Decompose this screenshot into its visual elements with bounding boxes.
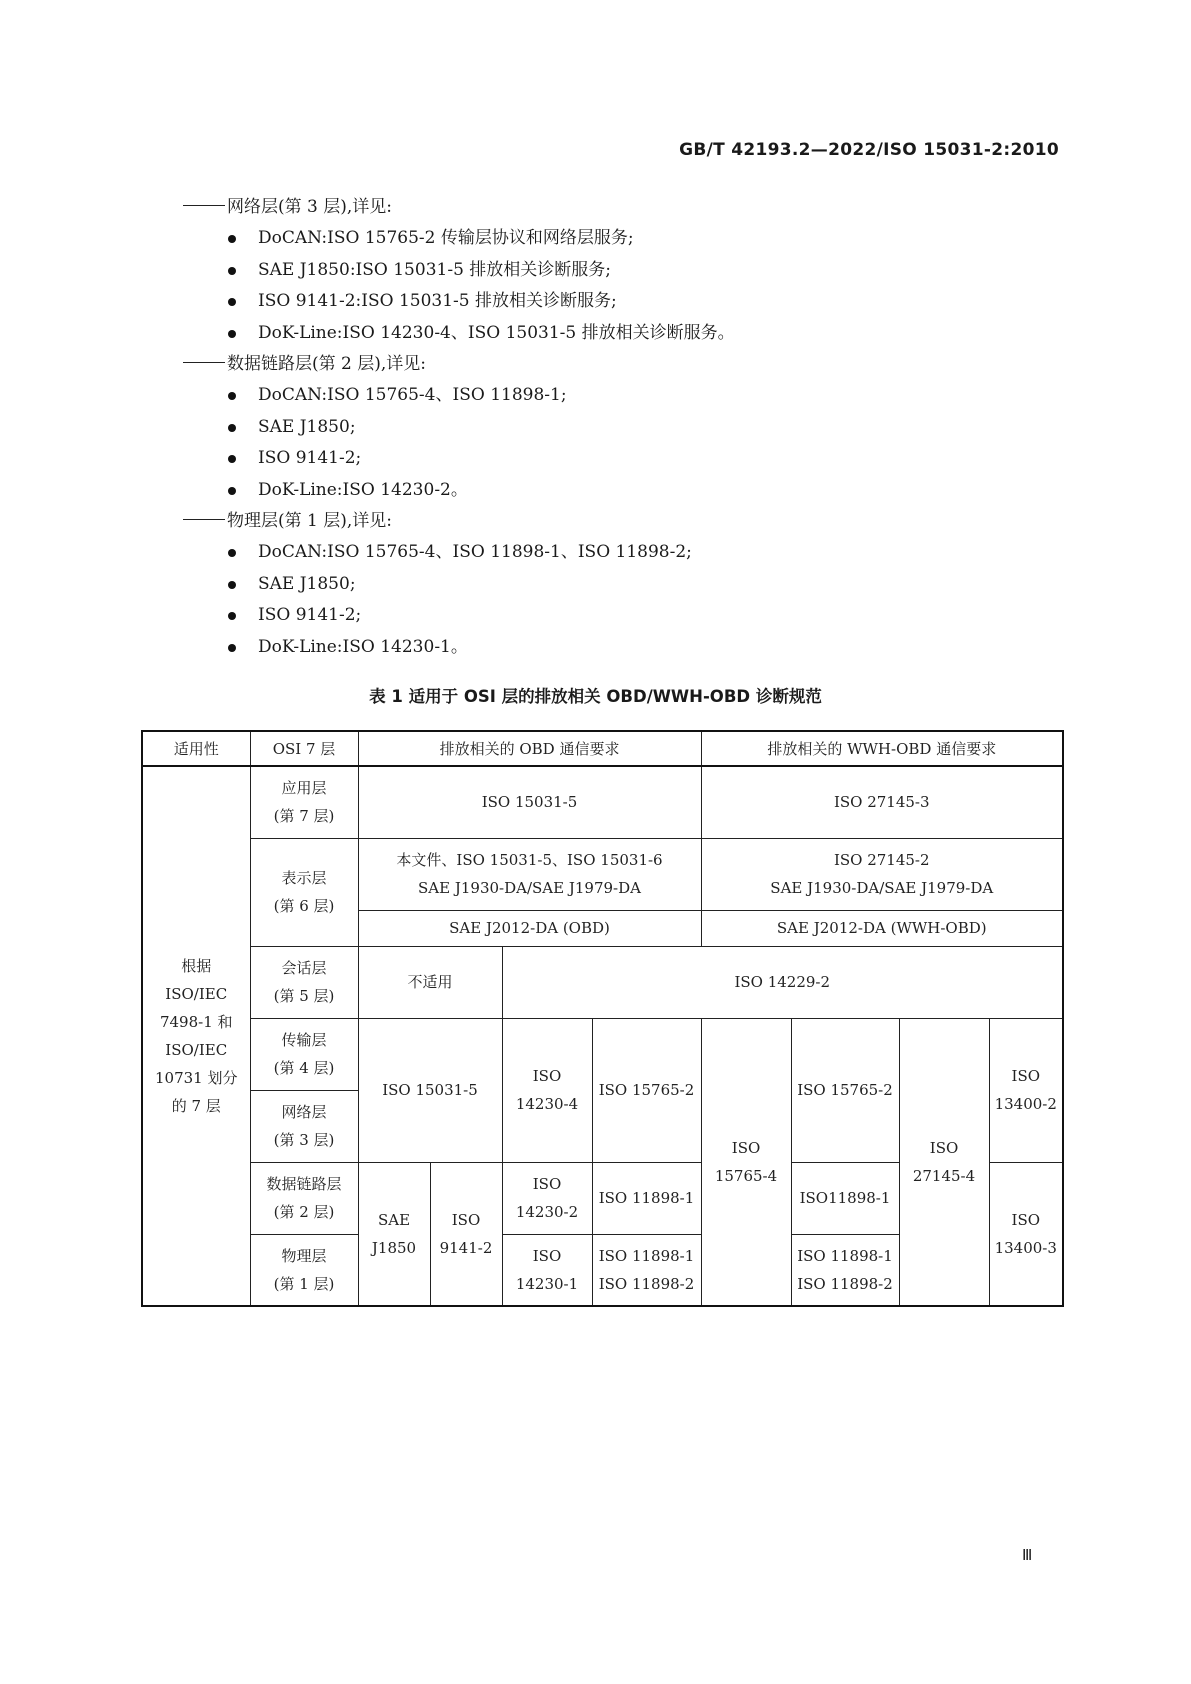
section-network-layer: 网络层(第 3 层),详见: bbox=[183, 192, 1063, 223]
layer-2-cell: 数据链路层 (第 2 层) bbox=[250, 1162, 358, 1234]
l2-11898-wwh-cell: ISO11898-1 bbox=[791, 1162, 899, 1234]
l2-11898-obd-cell: ISO 11898-1 bbox=[592, 1162, 701, 1234]
l43-14230-cell: ISO 14230-4 bbox=[502, 1018, 592, 1162]
table-caption: 表 1 适用于 OSI 层的排放相关 OBD/WWH-OBD 诊断规范 bbox=[369, 687, 822, 706]
bullet-icon bbox=[228, 330, 236, 338]
l1-11898-obd-cell: ISO 11898-1 ISO 11898-2 bbox=[592, 1234, 701, 1306]
header-applicability: 适用性 bbox=[142, 731, 250, 766]
list-item: DoCAN:ISO 15765-4、ISO 11898-1、ISO 11898-2; bbox=[183, 537, 1063, 568]
table-row bbox=[142, 838, 1063, 910]
l6-obd-cell: 本文件、ISO 15031-5、ISO 15031-6 SAE J1930-DA/SAE J1979-DA bbox=[358, 838, 701, 910]
l21-iso9141-cell: ISO 9141-2 bbox=[430, 1162, 502, 1306]
l41-27145-cell: ISO 27145-4 bbox=[899, 1018, 989, 1306]
list-item: DoK-Line:ISO 14230-2。 bbox=[183, 475, 1063, 506]
layer-1-cell: 物理层 (第 1 层) bbox=[250, 1234, 358, 1306]
l41-15765-4-cell: ISO 15765-4 bbox=[701, 1018, 791, 1306]
l43-15031-cell: ISO 15031-5 bbox=[358, 1018, 502, 1162]
dash-mark bbox=[183, 362, 225, 363]
bullet-icon bbox=[228, 267, 236, 275]
l6-wwh-j2012-cell: SAE J2012-DA (WWH-OBD) bbox=[701, 910, 1063, 946]
bullet-icon bbox=[228, 581, 236, 589]
bullet-icon bbox=[228, 487, 236, 495]
section-physical-layer: 物理层(第 1 层),详见: bbox=[183, 506, 1063, 537]
applicability-cell: 根据 ISO/IEC 7498-1 和 ISO/IEC 10731 划分 的 7 层 bbox=[142, 766, 250, 1306]
l7-obd-cell: ISO 15031-5 bbox=[358, 766, 701, 838]
list-item: ISO 9141-2:ISO 15031-5 排放相关诊断服务; bbox=[183, 286, 1063, 317]
l2-14230-cell: ISO 14230-2 bbox=[502, 1162, 592, 1234]
l43-15765-wwh-cell: ISO 15765-2 bbox=[791, 1018, 899, 1162]
bullet-icon bbox=[228, 644, 236, 652]
l6-obd-j2012-cell: SAE J2012-DA (OBD) bbox=[358, 910, 701, 946]
bullet-icon bbox=[228, 424, 236, 432]
list-item: DoK-Line:ISO 14230-4、ISO 15031-5 排放相关诊断服务。 bbox=[183, 318, 1063, 349]
layer-5-cell: 会话层 (第 5 层) bbox=[250, 946, 358, 1018]
l21-sae-j1850-cell: SAE J1850 bbox=[358, 1162, 430, 1306]
list-item: DoCAN:ISO 15765-4、ISO 11898-1; bbox=[183, 380, 1063, 411]
table-row bbox=[142, 946, 1063, 1018]
list-item: SAE J1850; bbox=[183, 569, 1063, 600]
l1-11898-wwh-cell: ISO 11898-1 ISO 11898-2 bbox=[791, 1234, 899, 1306]
l6-wwh-cell: ISO 27145-2 SAE J1930-DA/SAE J1979-DA bbox=[701, 838, 1063, 910]
list-item: SAE J1850:ISO 15031-5 排放相关诊断服务; bbox=[183, 255, 1063, 286]
header-wwh-obd: 排放相关的 WWH-OBD 通信要求 bbox=[701, 731, 1063, 766]
table-row bbox=[142, 766, 1063, 838]
layer-4-cell: 传输层 (第 4 层) bbox=[250, 1018, 358, 1090]
doc-header: GB/T 42193.2—2022/ISO 15031-2:2010 bbox=[679, 140, 1059, 160]
page-number: Ⅲ bbox=[1022, 1546, 1033, 1564]
l43-15765-obd-cell: ISO 15765-2 bbox=[592, 1018, 701, 1162]
dash-mark bbox=[183, 519, 225, 520]
body-text bbox=[183, 192, 1063, 663]
list-item: ISO 9141-2; bbox=[183, 443, 1063, 474]
layer-3-cell: 网络层 (第 3 层) bbox=[250, 1090, 358, 1162]
l5-na-cell: 不适用 bbox=[358, 946, 502, 1018]
l21-13400-cell: ISO 13400-3 bbox=[989, 1162, 1063, 1306]
osi-spec-table bbox=[141, 730, 1064, 1307]
list-item: DoCAN:ISO 15765-2 传输层协议和网络层服务; bbox=[183, 223, 1063, 254]
section-data-link-layer: 数据链路层(第 2 层),详见: bbox=[183, 349, 1063, 380]
table-header-row bbox=[142, 731, 1063, 766]
layer-6-cell: 表示层 (第 6 层) bbox=[250, 838, 358, 946]
l5-iso-cell: ISO 14229-2 bbox=[502, 946, 1063, 1018]
list-item: ISO 9141-2; bbox=[183, 600, 1063, 631]
list-item: DoK-Line:ISO 14230-1。 bbox=[183, 632, 1063, 663]
header-osi-layer: OSI 7 层 bbox=[250, 731, 358, 766]
l43-13400-cell: ISO 13400-2 bbox=[989, 1018, 1063, 1162]
list-item: SAE J1850; bbox=[183, 412, 1063, 443]
l7-wwh-cell: ISO 27145-3 bbox=[701, 766, 1063, 838]
dash-mark bbox=[183, 205, 225, 206]
layer-7-cell: 应用层 (第 7 层) bbox=[250, 766, 358, 838]
header-obd: 排放相关的 OBD 通信要求 bbox=[358, 731, 701, 766]
table-row bbox=[142, 1018, 1063, 1090]
l1-14230-cell: ISO 14230-1 bbox=[502, 1234, 592, 1306]
